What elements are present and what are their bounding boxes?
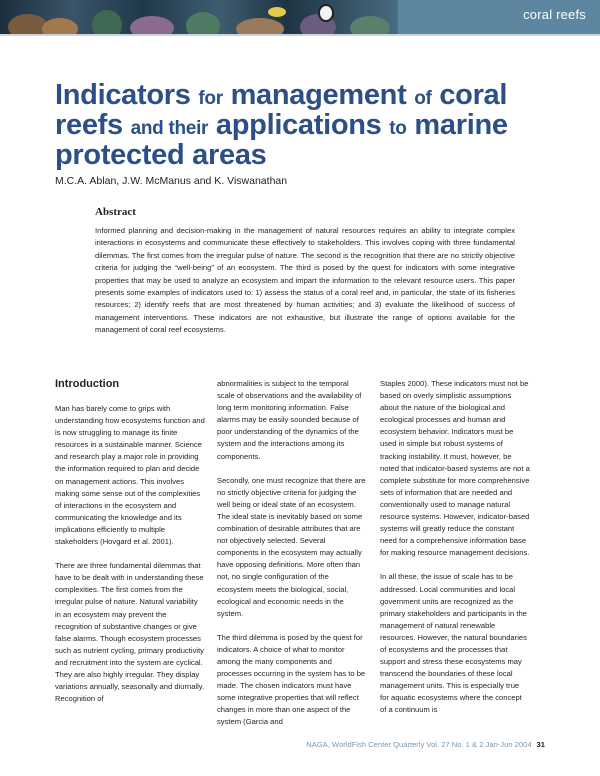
paragraph: Man has barely come to grips with understanding how ecosystems function and is now struggling to manage its finite resources in a sustainable manner. Science and research play a major role in providing the information required to plan and decide on management actions. This involves making some sense out of the complexities of interactions in the ecosystem and communicating the knowledge and its implications efficiently to multiple stakeholders (Hovgard et al. 2001). — [55, 404, 205, 547]
paragraph: The third dilemma is posed by the quest for indicators. A choice of what to monitor among the many components and processes occurring in the system has to be made. The chosen indicators must have some integrative properties that will reflect changes in more than one aspect of the system (Garcia and — [217, 632, 366, 727]
title-word: and their — [130, 118, 209, 139]
abstract-heading: Abstract — [95, 206, 136, 218]
title-word: for — [198, 88, 223, 109]
article-title — [55, 79, 555, 171]
introduction-heading: Introduction — [55, 378, 120, 390]
title-word: reefs — [55, 109, 123, 141]
body-column-3 — [380, 378, 530, 729]
fish-icon — [268, 7, 286, 17]
abstract-text: Informed planning and decision-making in the management of natural resources requires an ability to integrate complex interactions in ecosystems and communicate these effectively to stakeholders. This involves coping with three fundamental dilemmas. The first comes from the irregular pulse of nature. The second is the recognition that there are no strictly objective criteria for judging the “well-being” of an ecosystem. The third is posed by the quest for indicators with some integrative properties that may be used to analyze an ecosystem and impart the information to the relevant resource users. This paper presents some examples of indicators used to: 1) assess the status of a coral reef and, in particular, the state of its fisheries resources; 2) identify reefs that are most threatened by human activities; and 3) evaluate the likelihood of success of management interventions. These indicators are not exhaustive, but illustrate the range of options available for the management of coral reef ecosystems. — [95, 226, 515, 335]
title-word: Indicators — [55, 79, 191, 111]
paragraph: In all these, the issue of scale has to be addressed. Local communities and local government units are recognized as the primary stakeholders and participants in the management of natural renewable resources. However, the natural boundaries of ecosystems and the processes that support and stress these ecosystems may transcend the boundaries of these local management units. This is especially true for aquatic ecosystems where the concept of a continuum is — [380, 572, 527, 715]
title-word: marine — [414, 109, 508, 141]
title-word: applications — [215, 109, 382, 141]
paragraph: There are three fundamental dilemmas that have to be dealt with in understanding these complexities. The first comes from the irregular pulse of nature. Natural variability in an ecosystem may prevent the recognition of substantive changes or give false alarms. Though ecosystem processes such as nutrient cycling, primary productivity and recruitment into the system are cyclical. They are also highly irregular. They display variations annually, seasonally and diurnally. Recognition of — [55, 561, 205, 704]
paragraph: Secondly, one must recognize that there are no strictly objective criteria for judging the well being or ideal state of an ecosystem. The ideal state is inevitably based on some combination of desirable attributes that are not objectively selected. Several components in the ecosystem may actually have opposing definitions. More often than not, no single configuration of the ecosystem meets the biological, social, ecological and economic needs in the system. — [217, 475, 366, 618]
title-word: coral — [439, 79, 508, 111]
fish-icon — [318, 4, 334, 22]
title-word: of — [414, 88, 432, 109]
paragraph: abnormalities is subject to the temporal scale of observations and the availability of long term monitoring information. False alarms may be easily sounded because of poor understanding of the dynamics of the system and the interactions among its components. — [217, 379, 362, 461]
section-label: coral reefs — [523, 7, 586, 22]
title-word: management — [230, 79, 407, 111]
header-banner — [0, 0, 600, 34]
title-word: to — [389, 118, 407, 139]
banner-divider — [0, 34, 600, 36]
journal-citation: NAGA, WorldFish Center Quarterly Vol. 27 No. 1 & 2 Jan-Jun 2004 — [306, 740, 532, 749]
authors: M.C.A. Ablan, J.W. McManus and K. Viswanathan — [55, 175, 288, 187]
paragraph: Staples 2000). These indicators must not be based on overly simplistic assumptions about the nature of the biological and ecological processes and human and ecosystem behavior. Indicators must be used in simple but robust systems of tracking instability. It must, however, be noted that indicator-based systems are not a complete substitute for more comprehensive sets of information that are needed and conventionally used to manage natural resource systems. However, indicator-based systems will greatly reduce the constant need for a comprehensive information base for making resource management decisions. — [380, 379, 530, 558]
body-column-1 — [55, 403, 205, 717]
page-footer — [306, 740, 545, 749]
coral-reef-photo — [0, 0, 398, 34]
title-word: protected areas — [55, 139, 267, 171]
page-number: 31 — [536, 740, 545, 749]
body-column-2 — [217, 378, 367, 741]
